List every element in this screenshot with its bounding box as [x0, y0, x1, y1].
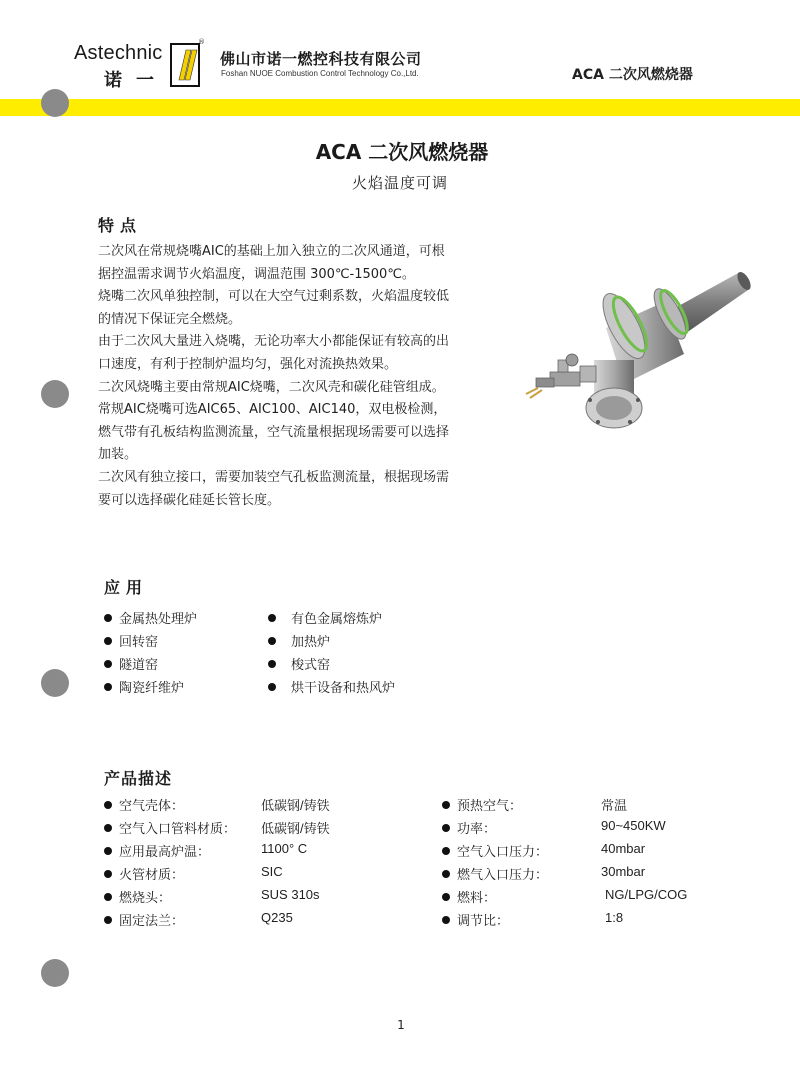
feature-line: 烧嘴二次风单独控制，可以在大空气过剩系数，火焰温度较低: [98, 289, 450, 305]
bullet-icon: [442, 916, 450, 924]
feature-line: 二次风烧嘴主要由常规AIC烧嘴，二次风壳和碳化硅管组成。: [98, 379, 445, 395]
list-item: 陶瓷纤维炉: [104, 677, 184, 696]
bullet-icon: [104, 916, 112, 924]
bullet-icon: [442, 847, 450, 855]
registered-mark: ®: [198, 38, 205, 46]
binder-hole-icon: [41, 669, 69, 697]
spec-label: 空气入口管料材质：: [104, 818, 236, 837]
feature-line: 由于二次风大量进入烧嘴，无论功率大小都能保证有较高的出: [98, 334, 450, 350]
feature-line: 二次风有独立接口，需要加装空气孔板监测流量，根据现场需: [98, 469, 450, 485]
binder-hole-icon: [41, 380, 69, 408]
spec-label: 调节比：: [442, 910, 509, 929]
spec-value: 90~450KW: [601, 818, 666, 833]
spec-value: 常温: [601, 798, 628, 813]
bullet-icon: [442, 893, 450, 901]
feature-line: 的情况下保证完全燃烧。: [98, 311, 242, 327]
feature-line: 据控温需求调节火焰温度，调温范围 300℃-1500℃。: [98, 266, 415, 282]
bullet-icon: [104, 683, 112, 691]
document-title: ACA 二次风燃烧器: [315, 140, 489, 164]
spec-label: 燃气入口压力：: [442, 864, 548, 883]
bullet-icon: [104, 824, 112, 832]
feature-line: 加装。: [98, 447, 138, 463]
spec-label: 功率：: [442, 818, 496, 837]
bullet-icon: [104, 847, 112, 855]
spec-value: SIC: [261, 864, 283, 879]
spec-value: 1100° C: [261, 841, 308, 856]
bullet-icon: [104, 801, 112, 809]
company-name-chinese: 佛山市诺一燃控科技有限公司: [220, 50, 422, 68]
header-yellow-band: [0, 99, 800, 116]
feature-line: 口速度，有利于控制炉温均匀，强化对流换热效果。: [98, 356, 398, 372]
spec-value: 1:8: [605, 910, 624, 925]
bullet-icon: [104, 660, 112, 668]
list-item: 回转窑: [104, 631, 158, 650]
spec-value: Q235: [261, 910, 293, 925]
company-name-english: Foshan NUOE Combustion Control Technology Co.,Ltd.: [221, 69, 419, 78]
bullet-icon: [442, 824, 450, 832]
spec-label: 应用最高炉温：: [104, 841, 210, 860]
spec-label: 预热空气：: [442, 795, 522, 814]
brand-logo-mark-icon: [170, 43, 200, 87]
spec-value: 低碳钢/铸铁: [261, 821, 330, 836]
list-item: 金属热处理炉: [104, 608, 197, 627]
burner-product-image: [514, 262, 760, 442]
list-item: 隧道窑: [104, 654, 158, 673]
feature-line: 常规AIC烧嘴可选AIC65、AIC100、AIC140，双电极检测，: [98, 402, 447, 418]
bullet-icon: [104, 870, 112, 878]
bullet-icon: [104, 893, 112, 901]
document-subtitle: 火焰温度可调: [351, 174, 448, 192]
description-heading: 产品描述: [104, 769, 173, 788]
bullet-icon: [268, 660, 276, 668]
binder-hole-icon: [41, 89, 69, 117]
brand-logo-chinese: 诺一: [104, 70, 168, 91]
list-item: 烘干设备和热风炉: [268, 677, 395, 696]
features-heading: 特点: [98, 216, 143, 235]
spec-label: 燃料：: [442, 887, 496, 906]
applications-heading: 应用: [104, 578, 149, 597]
binder-hole-icon: [41, 959, 69, 987]
list-item: 加热炉: [268, 631, 330, 650]
page-number: 1: [397, 1018, 405, 1032]
spec-value: 低碳钢/铸铁: [261, 798, 330, 813]
feature-line: 要可以选择碳化硅延长管长度。: [98, 492, 281, 508]
bullet-icon: [268, 683, 276, 691]
spec-label: 空气入口压力：: [442, 841, 548, 860]
spec-label: 固定法兰：: [104, 910, 184, 929]
spec-label: 火管材质：: [104, 864, 184, 883]
spec-value: 30mbar: [601, 864, 646, 879]
list-item: 有色金属熔炼炉: [268, 608, 382, 627]
spec-value: NG/LPG/COG: [605, 887, 688, 902]
spec-value: SUS 310s: [261, 887, 320, 902]
bullet-icon: [104, 614, 112, 622]
feature-line: 燃气带有孔板结构监测流量，空气流量根据现场需要可以选择: [98, 424, 450, 440]
list-item: 梭式窑: [268, 654, 330, 673]
bullet-icon: [104, 637, 112, 645]
header-product-name: ACA 二次风燃烧器: [572, 67, 693, 83]
spec-label: 空气壳体：: [104, 795, 184, 814]
bullet-icon: [442, 801, 450, 809]
feature-line: 二次风在常规烧嘴AIC的基础上加入独立的二次风通道，可根: [98, 244, 445, 259]
bullet-icon: [442, 870, 450, 878]
spec-label: 燃烧头：: [104, 887, 171, 906]
bullet-icon: [268, 614, 276, 622]
bullet-icon: [268, 637, 276, 645]
spec-value: 40mbar: [601, 841, 646, 856]
features-body: [98, 241, 498, 512]
brand-logo-text: Astechnic: [74, 42, 163, 64]
